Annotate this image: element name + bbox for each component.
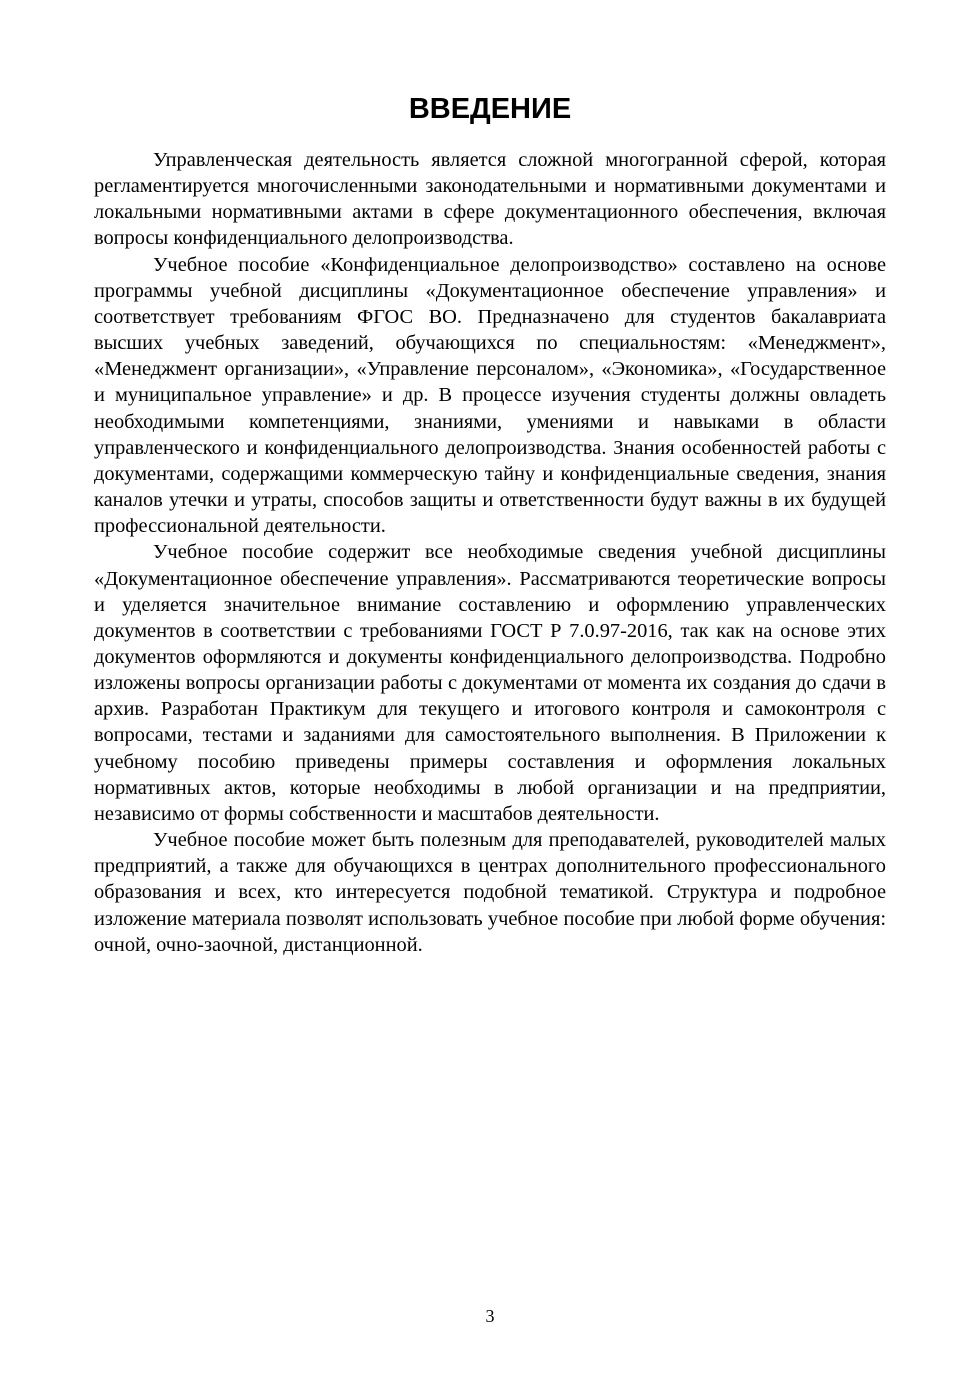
paragraph-2: Учебное пособие «Конфиденциальное делопроизводство» составлено на основе программы учебной дисциплины «Документационное обеспечение управления» и соответствует требованиям ФГОС ВО. Предназначено для студентов бакалавриата высших учебных заведений, обучающихся по специальностям: «Менеджмент», «Менеджмент организации», «Управление персоналом», «Экономика», «Государственное и муниципальное управление» и др. В процессе изучения студенты должны овладеть необходимыми компетенциями, знаниями, умениями и навыками в области управленческого и конфиденциального делопроизводства. Знания особенностей работы с документами, содержащими коммерческую тайну и конфиденциальные сведения, знания каналов утечки и утраты, способов защиты и ответственности будут важны в их будущей профессиональной деятельности.: [94, 253, 886, 538]
paragraph-3: Учебное пособие содержит все необходимые сведения учебной дисциплины «Документационное обеспечение управления». Рассматриваются теоретические вопросы и уделяется значительное внимание составлению и оформлению управленческих документов в соответствии с требованиями ГОСТ Р 7.0.97-2016, так как на основе этих документов оформляются и документы конфиденциального делопроизводства. Подробно изложены вопросы организации работы с документами от момента их создания до сдачи в архив. Разработан Практикум для текущего и итогового контроля и самоконтроля с вопросами, тестами и заданиями для самостоятельного выполнения. В Приложении к учебному пособию приведены примеры составления и оформления локальных нормативных актов, которые необходимы в любой организации и на предприятии, независимо от формы собственности и масштабов деятельности.: [94, 541, 886, 825]
paragraph-1: Управленческая деятельность является сложной многогранной сферой, которая регламентируется многочисленными законодательными и нормативными документами и локальными нормативными актами в сфере документационного обеспечения, включая вопросы конфиденциального делопроизводства.: [94, 149, 886, 250]
body-text: [94, 147, 886, 958]
page-title: ВВЕДЕНИЕ: [408, 93, 572, 125]
paragraph-4: Учебное пособие может быть полезным для преподавателей, руководителей малых предприятий, а также для обучающихся в центрах дополнительного профессионального образования и всех, кто интересуется подобной тематикой. Структура и подробное изложение материала позволят использовать учебное пособие при любой форме обучения: очной, очно-заочной, дистанционной.: [94, 829, 886, 956]
page-number: 3: [485, 1306, 495, 1326]
